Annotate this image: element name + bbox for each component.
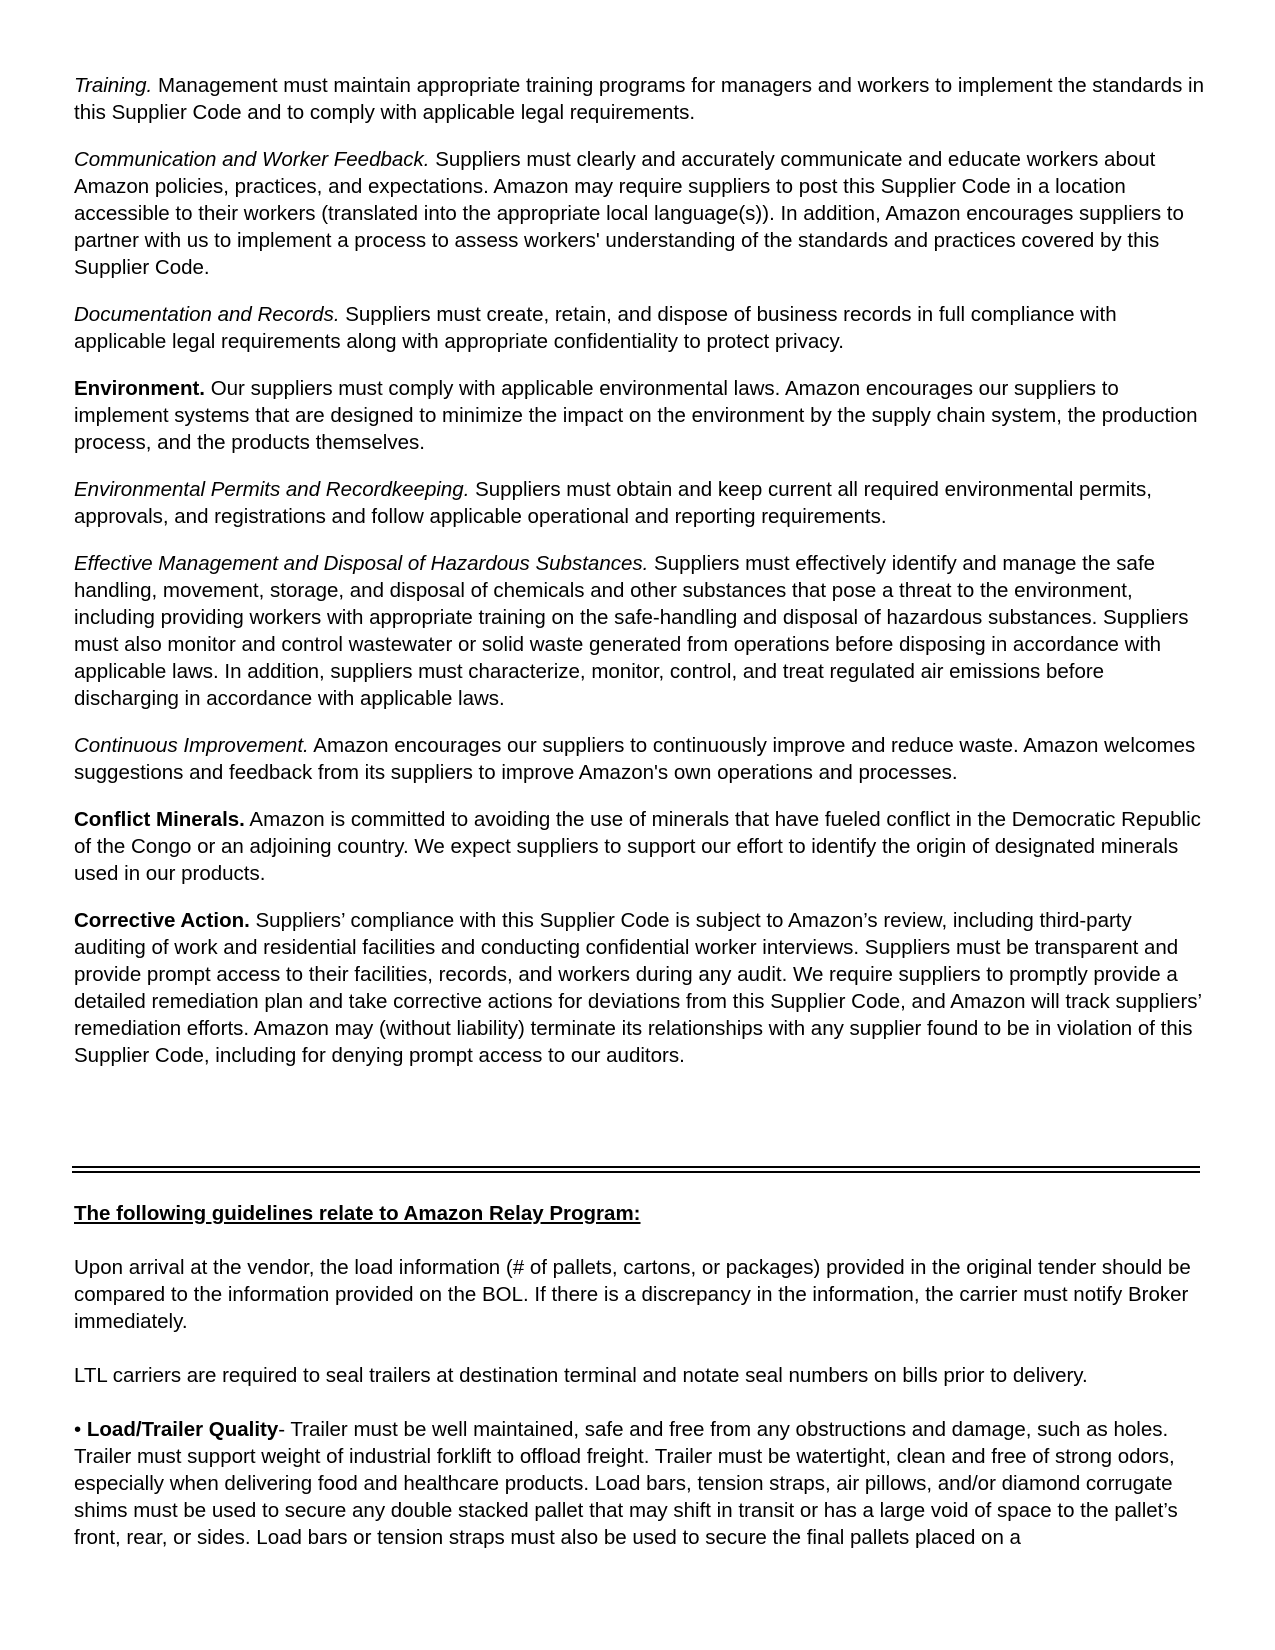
- corrective-action-paragraph: [74, 907, 1204, 1069]
- paragraph-lead: Communication and Worker Feedback.: [74, 148, 430, 171]
- relay-heading: The following guidelines relate to Amazon Relay Program:: [74, 1202, 641, 1225]
- bullet-marker: •: [74, 1418, 87, 1441]
- paragraph-text: Suppliers must effectively identify and manage the safe handling, movement, storage, and disposal of chemicals and other substances that pose a threat to the environment, including providing workers with appropriate training on the safe-handling and disposal of hazardous substances. Suppliers must also monitor and control wastewater or solid waste generated from operations before disposing in accordance with applicable laws. In addition, suppliers must characterize, monitor, control, and treat regulated air emissions before discharging in accordance with applicable laws.: [74, 552, 1189, 710]
- arrival-paragraph: Upon arrival at the vendor, the load information (# of pallets, cartons, or packages) provided in the original tender should be compared to the information provided on the BOL. If there is a discrepancy in the information, the carrier must notify Broker immediately.: [74, 1256, 1191, 1333]
- paragraph-lead: Documentation and Records.: [74, 303, 340, 326]
- paragraph-lead: Effective Management and Disposal of Hazardous Substances.: [74, 552, 649, 575]
- paragraph-lead: Conflict Minerals.: [74, 808, 245, 831]
- supplier-code-section: [74, 72, 1204, 1089]
- paragraph-text: Our suppliers must comply with applicable environmental laws. Amazon encourages our suppliers to implement systems that are designed to minimize the impact on the environment by the supply chain system, the production process, and the products themselves.: [74, 377, 1198, 454]
- environmental-permits-paragraph: [74, 476, 1204, 530]
- load-quality-text: - Trailer must be well maintained, safe and free from any obstructions and damage, such as holes. Trailer must support weight of industrial forklift to offload freight. Trailer must be watertight, clean and free of strong odors, especially when delivering food and healthcare products. Load bars, tension straps, air pillows, and/or diamond corrugate shims must be used to secure any double stacked pallet that may shift in transit or has a large void of space to the pallet’s front, rear, or sides. Load bars or tension straps must also be used to secure the final pallets placed on a: [74, 1418, 1178, 1549]
- paragraph-text: Suppliers must obtain and keep current all required environmental permits, approvals, and registrations and follow applicable operational and reporting requirements.: [74, 478, 1152, 528]
- ltl-paragraph: LTL carriers are required to seal trailers at destination terminal and notate seal numbers on bills prior to delivery.: [74, 1364, 1088, 1387]
- paragraph-lead: Continuous Improvement.: [74, 734, 309, 757]
- load-quality-paragraph: [74, 1416, 1204, 1551]
- communication-paragraph: [74, 146, 1204, 281]
- paragraph-lead: Environmental Permits and Recordkeeping.: [74, 478, 470, 501]
- paragraph-text: Amazon encourages our suppliers to continuously improve and reduce waste. Amazon welcomes suggestions and feedback from its suppliers to improve Amazon's own operations and processes.: [74, 734, 1196, 784]
- load-quality-lead: Load/Trailer Quality: [86, 1418, 279, 1441]
- documentation-paragraph: [74, 301, 1204, 355]
- relay-program-section: [74, 1200, 1204, 1578]
- hazardous-substances-paragraph: [74, 550, 1204, 712]
- paragraph-lead: Environment.: [74, 377, 205, 400]
- section-divider: [72, 1166, 1200, 1173]
- conflict-minerals-paragraph: [74, 806, 1204, 887]
- environment-paragraph: [74, 375, 1204, 456]
- paragraph-text: Suppliers’ compliance with this Supplier Code is subject to Amazon’s review, including third-party auditing of work and residential facilities and conducting confidential worker interviews. Suppliers must be transparent and provide prompt access to their facilities, records, and workers during any audit. We require suppliers to promptly provide a detailed remediation plan and take corrective actions for deviations from this Supplier Code, and Amazon will track suppliers’ remediation efforts. Amazon may (without liability) terminate its relationships with any supplier found to be in violation of this Supplier Code, including for denying prompt access to our auditors.: [74, 909, 1202, 1067]
- paragraph-lead: Training.: [74, 74, 153, 97]
- paragraph-text: Suppliers must create, retain, and dispose of business records in full compliance with applicable legal requirements along with appropriate confidentiality to protect privacy.: [74, 303, 1117, 353]
- training-paragraph: [74, 72, 1204, 126]
- continuous-improvement-paragraph: [74, 732, 1204, 786]
- paragraph-text: Amazon is committed to avoiding the use of minerals that have fueled conflict in the Democratic Republic of the Congo or an adjoining country. We expect suppliers to support our effort to identify the origin of designated minerals used in our products.: [74, 808, 1201, 885]
- paragraph-text: Suppliers must clearly and accurately communicate and educate workers about Amazon policies, practices, and expectations. Amazon may require suppliers to post this Supplier Code in a location accessible to their workers (translated into the appropriate local language(s)). In addition, Amazon encourages suppliers to partner with us to implement a process to assess workers' understanding of the standards and practices covered by this Supplier Code.: [74, 148, 1184, 279]
- paragraph-lead: Corrective Action.: [74, 909, 250, 932]
- paragraph-text: Management must maintain appropriate training programs for managers and workers to implement the standards in this Supplier Code and to comply with applicable legal requirements.: [74, 74, 1204, 124]
